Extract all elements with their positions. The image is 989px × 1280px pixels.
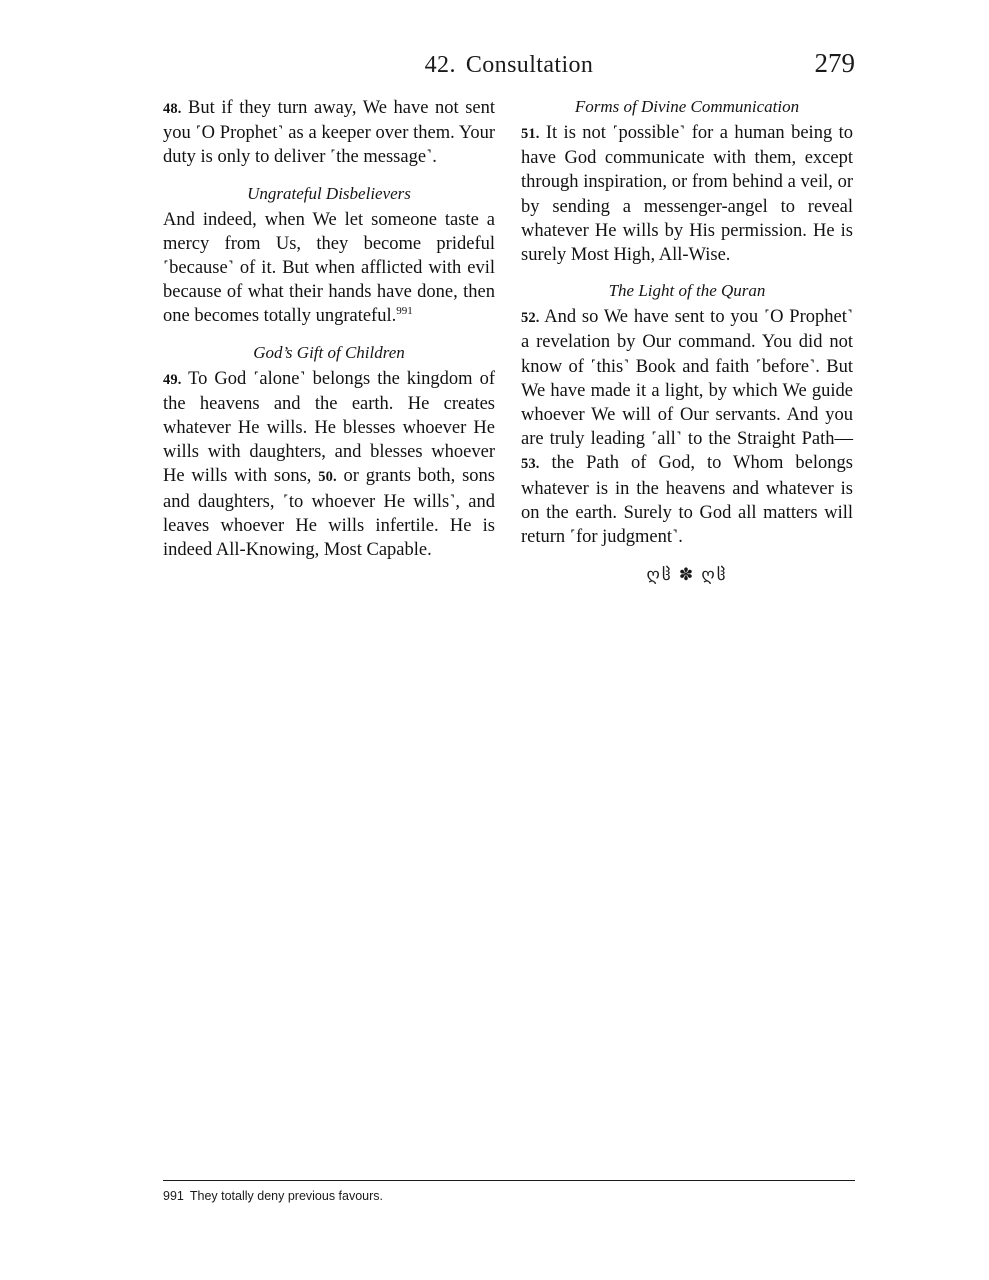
left-column [163,96,495,562]
verse-text: But if they turn away, We have not sent you ˹O Prophet˺ as a keeper over them. Your duty is only to deliver ˹the message˺. [163,98,495,168]
chapter-number: 42. [424,52,456,78]
chapter-title: Consultation [465,52,594,78]
verse-text-continued: the Path of God, to Whom belongs whatever is in the heavens and whatever is on the earth. Surely to God all matters will return ˹for judgment˺. [521,453,853,548]
verse-paragraph [163,96,495,170]
section-heading: Ungrateful Disbelievers [247,183,411,203]
footnote-reference[interactable]: 991 [396,305,413,318]
verse-text: And indeed, when We let someone taste a mercy from Us, they become prideful ˹because˺ of it. But when afflicted with evil because of what their hands have done, then one becomes totally ungrateful. [163,209,495,327]
right-column [521,96,853,585]
ornament-divider: ღჱ ✽ ღჱ [646,565,728,585]
verse-number: 49 . [163,372,181,388]
footnote-number: 991 [163,1189,184,1203]
verse-text: It is not ˹possible˺ for a human being to have God communicate with them, except through inspiration, or from behind a veil, or by sending a messenger-angel to reveal whatever He wills by His permission. He is surely Most High, All-Wise. [521,123,853,266]
page-header [163,48,855,92]
verse-paragraph [163,208,495,329]
verse-text: And so We have sent to you ˹O Prophet˺ a revelation by Our command. You did not know of ˹this˺ Book and faith ˹before˺. But We have made it a light, by which We guide whoever We will of Our servants. And you are truly leading ˹all˺ to the Straight Path— [521,307,853,450]
footnote-area [163,1180,855,1204]
verse-number-inline: 50 . [318,469,336,485]
verse-paragraph [163,367,495,563]
section-heading: The Light of the Quran [608,281,766,301]
verse-paragraph [521,121,853,267]
verse-number-inline: 53 . [521,456,539,472]
section-heading: God’s Gift of Children [253,342,405,362]
page-number: 279 [814,48,855,78]
page-title [163,52,855,79]
section-heading: Forms of Divine Communication [574,97,800,116]
verse-text: To God ˹alone˺ belongs the kingdom of the heavens and the earth. He creates whatever He wills. He blesses whoever He wills with daughters, and blesses whoever He wills with sons, [163,368,495,487]
footnote-item [163,1188,855,1204]
footnote-text: They totally deny previous favours. [189,1189,384,1203]
verse-number: 51 . [521,126,539,142]
verse-number: 48 . [163,101,181,117]
footnote-divider [163,1180,855,1181]
verse-text-continued: or grants both, sons and daughters, ˹to whoever He wills˺, and leaves whoever He wills infertile. He is indeed All-Knowing, Most Capable. [163,466,495,561]
verse-paragraph [521,305,853,549]
verse-number: 52 . [521,310,539,326]
